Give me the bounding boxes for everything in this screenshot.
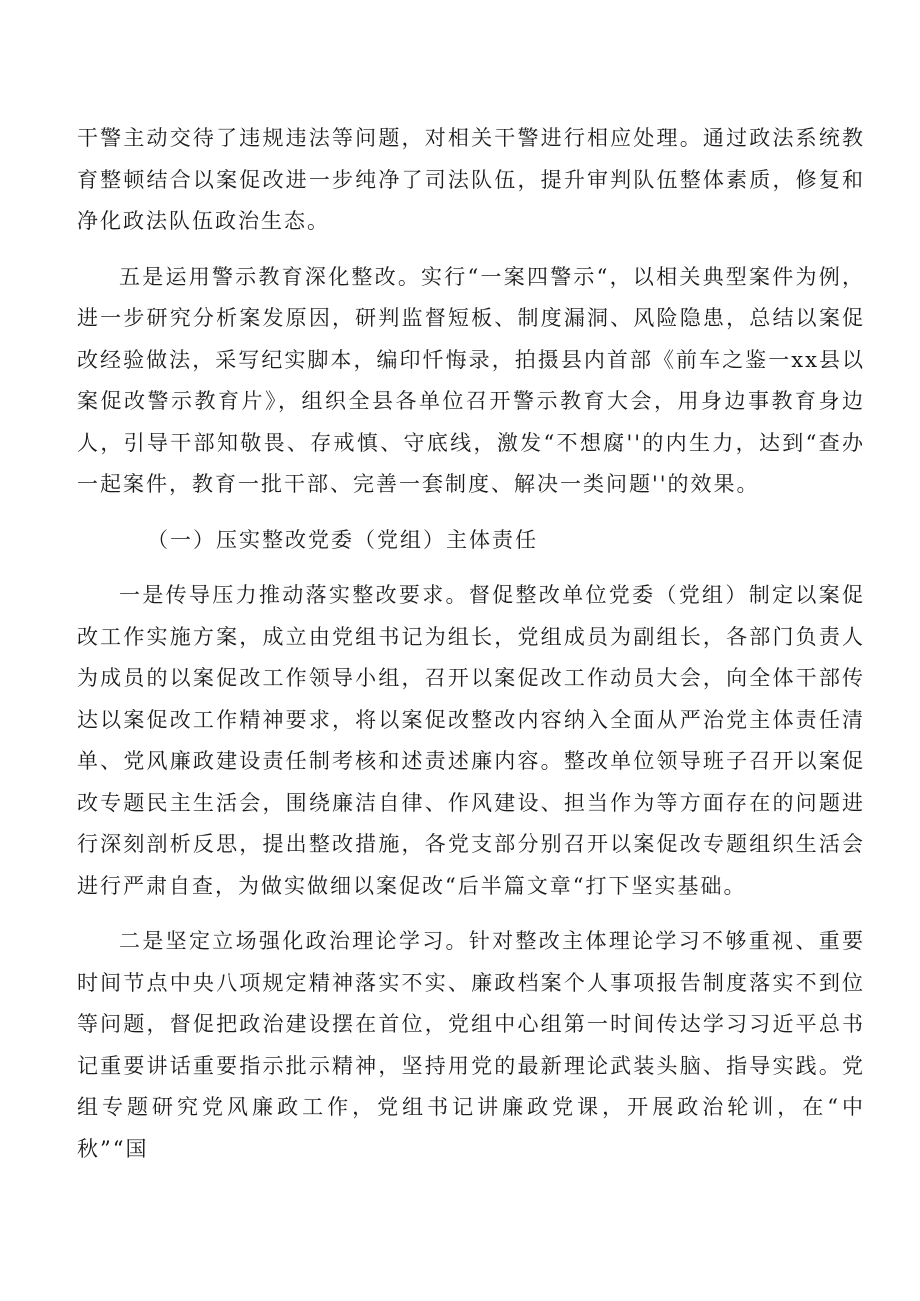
paragraph-political-study: 二是坚定立场强化政治理论学习。针对整改主体理论学习不够重视、重要时间节点中央八项规定精神落实不实、廉政档案个人事项报告制度落实不到位等问题，督促把政治建设摆在首位，党组中心组第一时间传达学习习近平总书记重要讲话重要指示批示精神，坚持用党的最新理论武装头脑、指导实践。党组专题研究党风廉政工作，党组书记讲廉政党课，开展政治轮训，在“中秋”“国	[77, 929, 865, 1161]
paragraph-warning-education: 五是运用警示教育深化整改。实行“一案四警示“，以相关典型案件为例，进一步研究分析案发原因，研判监督短板、制度漏洞、风险隐患，总结以案促改经验做法，采写纪实脚本，编印忏悔录，拍摄县内首部《前车之鉴一xx县以案促改警示教育片》，组织全县各单位召开警示教育大会，用身边事教育身边人，引导干部知敬畏、存戒慎、守底线，激发“不想腐''的内生力，达到“查办一起案件，教育一批干部、完善一套制度、解决一类问题''的效果。	[77, 264, 865, 496]
paragraph-continuation: 干警主动交待了违规违法等问题，对相关干警进行相应处理。通过政法系统教育整顿结合以案促改进一步纯净了司法队伍，提升审判队伍整体素质，修复和净化政法队伍政治生态。	[77, 126, 865, 233]
document-body	[77, 118, 865, 1170]
paragraph-pressure-transmission: 一是传导压力推动落实整改要求。督促整改单位党委（党组）制定以案促改工作实施方案，成立由党组书记为组长，党组成员为副组长，各部门负责人为成员的以案促改工作领导小组，召开以案促改工作动员大会，向全体干部传达以案促改工作精神要求，将以案促改整改内容纳入全面从严治党主体责任清单、党风廉政建设责任制考核和述责述廉内容。整改单位领导班子召开以案促改专题民主生活会，围绕廉洁自律、作风建设、担当作为等方面存在的问题进行深刻剖析反思，提出整改措施，各党支部分别召开以案促改专题组织生活会进行严肃自查，为做实做细以案促改“后半篇文章“打下坚实基础。	[77, 583, 865, 898]
section-heading: （一）压实整改党委（党组）主体责任	[147, 527, 538, 552]
